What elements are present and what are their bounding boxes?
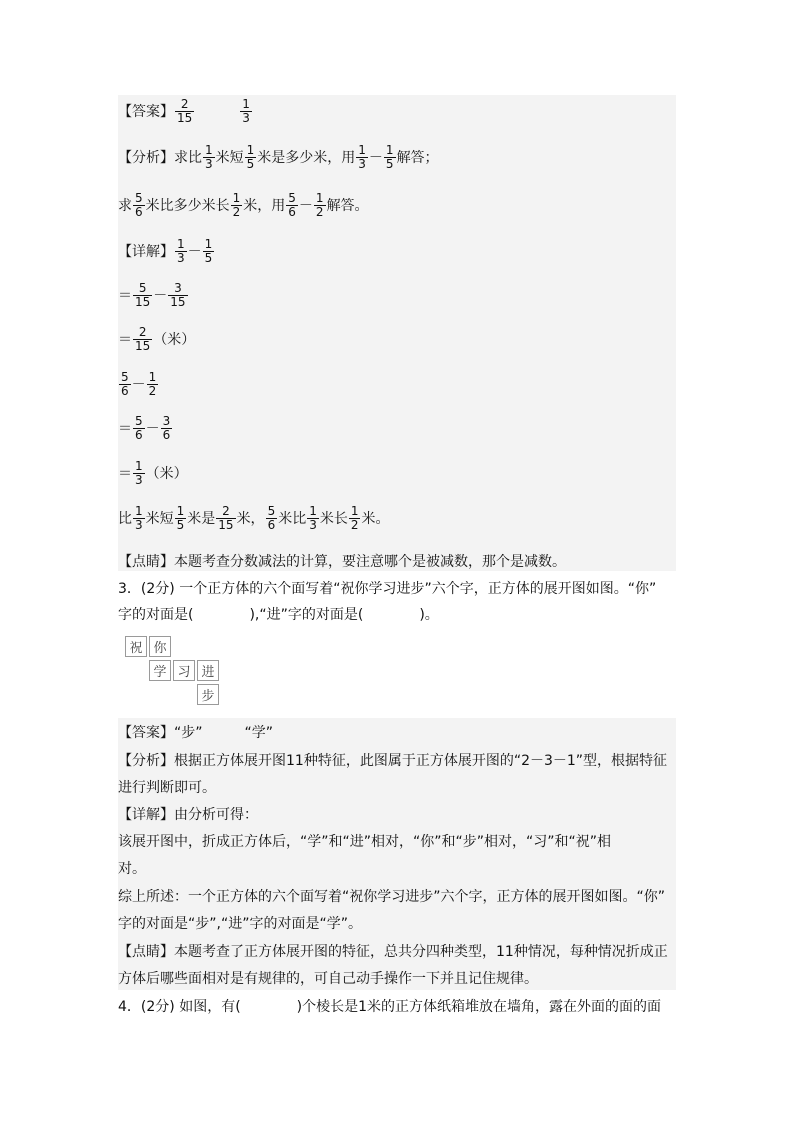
detail-q3-line-3: 对。 [118,861,146,877]
analysis-line-1: 【分析】 求比 $\frac{1}{3}$ 米短 $\frac{1}{5}$ 米是多少米，用 $\frac{1}{3}$ － $\frac{1}{5}$ 解答； [118,143,439,171]
net-cell: 祝 [125,636,147,657]
detail-row-3: ＝ $\frac{2}{15}$ （米） [118,325,196,353]
question-3-line-2: 字的对面是( ),“进”字的对面是( )。 [118,607,439,623]
detail-row-2: ＝ $\frac{5}{15}$ － $\frac{3}{15}$ [118,281,186,309]
question-4-line-1: 4．(2分) 如图，有( )个棱长是1米的正方体纸箱堆放在墙角，露在外面的面的面 [118,999,662,1015]
net-cell: 习 [173,660,195,681]
point-note-q2: 【点睛】本题考查分数减法的计算，要注意哪个是被减数，那个是减数。 [118,554,566,570]
answer-fraction-2: $\frac{1}{3}$ [242,97,250,125]
summary-q3-line-2: 字的对面是“步”,“进”字的对面是“学”。 [118,916,362,932]
detail-conclusion: 比 $\frac{1}{3}$ 米短 $\frac{1}{5}$ 米是 $\frac{2}{15}$ 米， $\frac{5}{6}$ 米比 $\frac{1}{3}$ 米长 $\frac{1}{2}$ 米。 [118,504,390,532]
summary-q3-line-1: 综上所述：一个正方体的六个面写着“祝你学习进步”六个字，正方体的展开图如图。“你” [118,889,666,905]
analysis-q3-line-1: 【分析】根据正方体展开图11种特征，此图属于正方体展开图的“2－3－1”型，根据特征 [118,753,668,769]
answer-line [118,98,253,125]
net-cell: 进 [197,660,219,681]
net-cell: 你 [149,636,171,657]
detail-row-1: 【详解】 $\frac{1}{3}$ － $\frac{1}{5}$ [118,237,213,265]
question-3-line-1: 3．(2分) 一个正方体的六个面写着“祝你学习进步”六个字，正方体的展开图如图。“你” [118,581,657,597]
analysis-line-2: 求 $\frac{5}{6}$ 米比多少米长 $\frac{1}{2}$ 米，用 $\frac{5}{6}$ － $\frac{1}{2}$ 解答。 [118,191,369,219]
detail-row-6: ＝ $\frac{1}{3}$ （米） [118,459,188,487]
point-q3-line-2: 方体后哪些面相对是有规律的，可自己动手操作一下并且记住规律。 [118,971,538,987]
cube-net-figure [125,636,225,708]
detail-row-4: $\frac{5}{6}$ － $\frac{1}{2}$ [121,370,157,398]
detail-q3-line-2: 该展开图中，折成正方体后，“学”和“进”相对，“你”和“步”相对，“习”和“祝”相 [118,834,612,850]
point-q3-line-1: 【点睛】本题考查了正方体展开图的特征，总共分四种类型，11种情况，每种情况折成正 [118,944,668,960]
answer-q3: 【答案】“步” “学” [118,725,274,741]
answer-fraction-1: $\frac{2}{15}$ [177,97,193,125]
detail-q3-line-1: 【详解】由分析可得： [118,807,258,823]
net-cell: 学 [149,660,171,681]
net-cell: 步 [197,684,219,705]
analysis-q3-line-2: 进行判断即可。 [118,780,216,796]
answer-label: 【答案】 [118,103,174,120]
detail-row-5: ＝ $\frac{5}{6}$ － $\frac{3}{6}$ [118,414,171,442]
